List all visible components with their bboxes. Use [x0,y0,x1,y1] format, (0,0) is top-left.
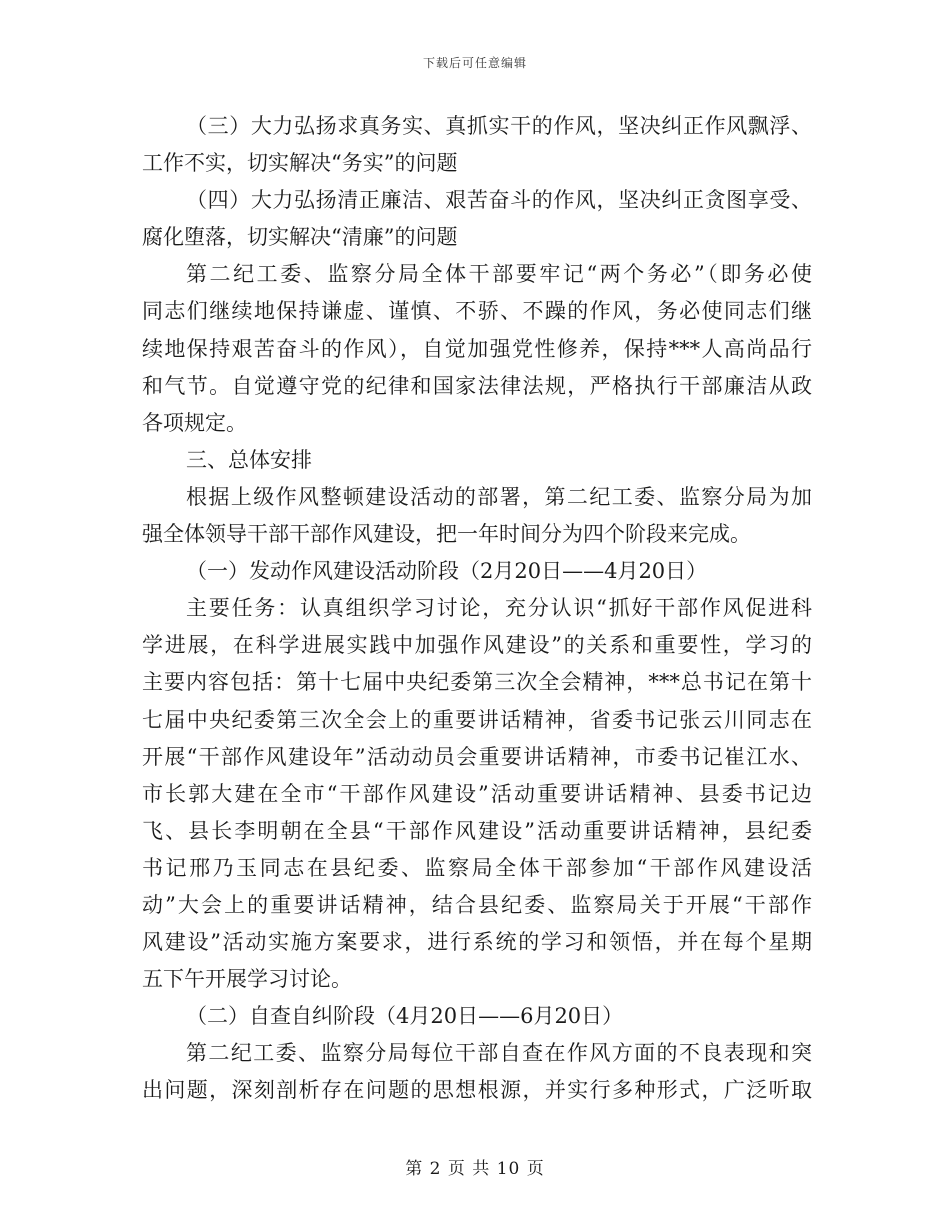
text-line: 根据上级作风整顿建设活动的部署，第二纪工委、监察分局为加 [186,484,812,509]
text-line: 同志们继续地保持谦虚、谨慎、不骄、不躁的作风，务必使同志们继 [142,299,812,324]
text-line: 强全体领导干部干部作风建设，把一年时间分为四个阶段来完成。 [142,522,751,547]
text-line: 续地保持艰苦奋斗的作风），自觉加强党性修养，保持***人高尚品行 [142,336,812,361]
text-line: （三）大力弘扬求真务实、真抓实干的作风，坚决纠正作风飘浮、 [186,114,812,138]
text-line: 风建设”活动实施方案要求，进行系统的学习和领悟，并在每个星期 [142,930,812,955]
text-line: 七届中央纪委第三次全会上的重要讲话精神，省委书记张云川同志在 [142,707,812,732]
text-line: 主要内容包括：第十七届中央纪委第三次全会精神，***总书记在第十 [142,670,812,695]
text-line: 腐化堕落，切实解决“清廉”的问题 [142,225,458,250]
text-line: 出问题，深刻剖析存在问题的思想根源，并实行多种形式，广泛听取 [142,1078,812,1103]
text-line: 三、总体安排 [186,447,312,472]
page-header: 下载后可任意编辑 [422,56,527,70]
text-line: 市长郭大建在全市“干部作风建设”活动重要讲话精神、县委书记边 [142,781,812,806]
text-line: 开展“干部作风建设年”活动动员会重要讲话精神，市委书记崔江水、 [142,744,812,769]
text-line: 和气节。自觉遵守党的纪律和国家法律法规，严格执行干部廉洁从政 [142,373,812,398]
text-line: 动”大会上的重要讲话精神，结合县纪委、监察局关于开展“干部作 [142,892,812,917]
text-line: 学进展，在科学进展实践中加强作风建设”的关系和重要性，学习的 [142,633,812,658]
text-line: 各项规定。 [142,410,247,435]
text-line: 飞、县长李明朝在全县“干部作风建设”活动重要讲话精神，县纪委 [142,818,812,843]
page-footer: 第 2 页 共 10 页 [405,1159,545,1179]
text-line: （二）自查自纠阶段（4月20日——6月20日） [186,1004,624,1029]
text-line: 第二纪工委、监察分局全体干部要牢记“两个务必”（即务必使 [186,262,812,287]
text-line: 第二纪工委、监察分局每位干部自查在作风方面的不良表现和突 [186,1041,812,1066]
document-body [142,108,812,1110]
text-line: 书记邢乃玉同志在县纪委、监察局全体干部参加“干部作风建设活 [142,855,812,880]
text-line: （四）大力弘扬清正廉洁、艰苦奋斗的作风，坚决纠正贪图享受、 [186,188,812,213]
text-line: 五下午开展学习讨论。 [142,967,352,992]
text-line: （一）发动作风建设活动阶段（2月20日——4月20日） [186,559,708,584]
text-line: 主要任务：认真组织学习讨论，充分认识“抓好干部作风促进科 [186,596,812,621]
text-line: 工作不实，切实解决“务实”的问题 [142,151,458,176]
